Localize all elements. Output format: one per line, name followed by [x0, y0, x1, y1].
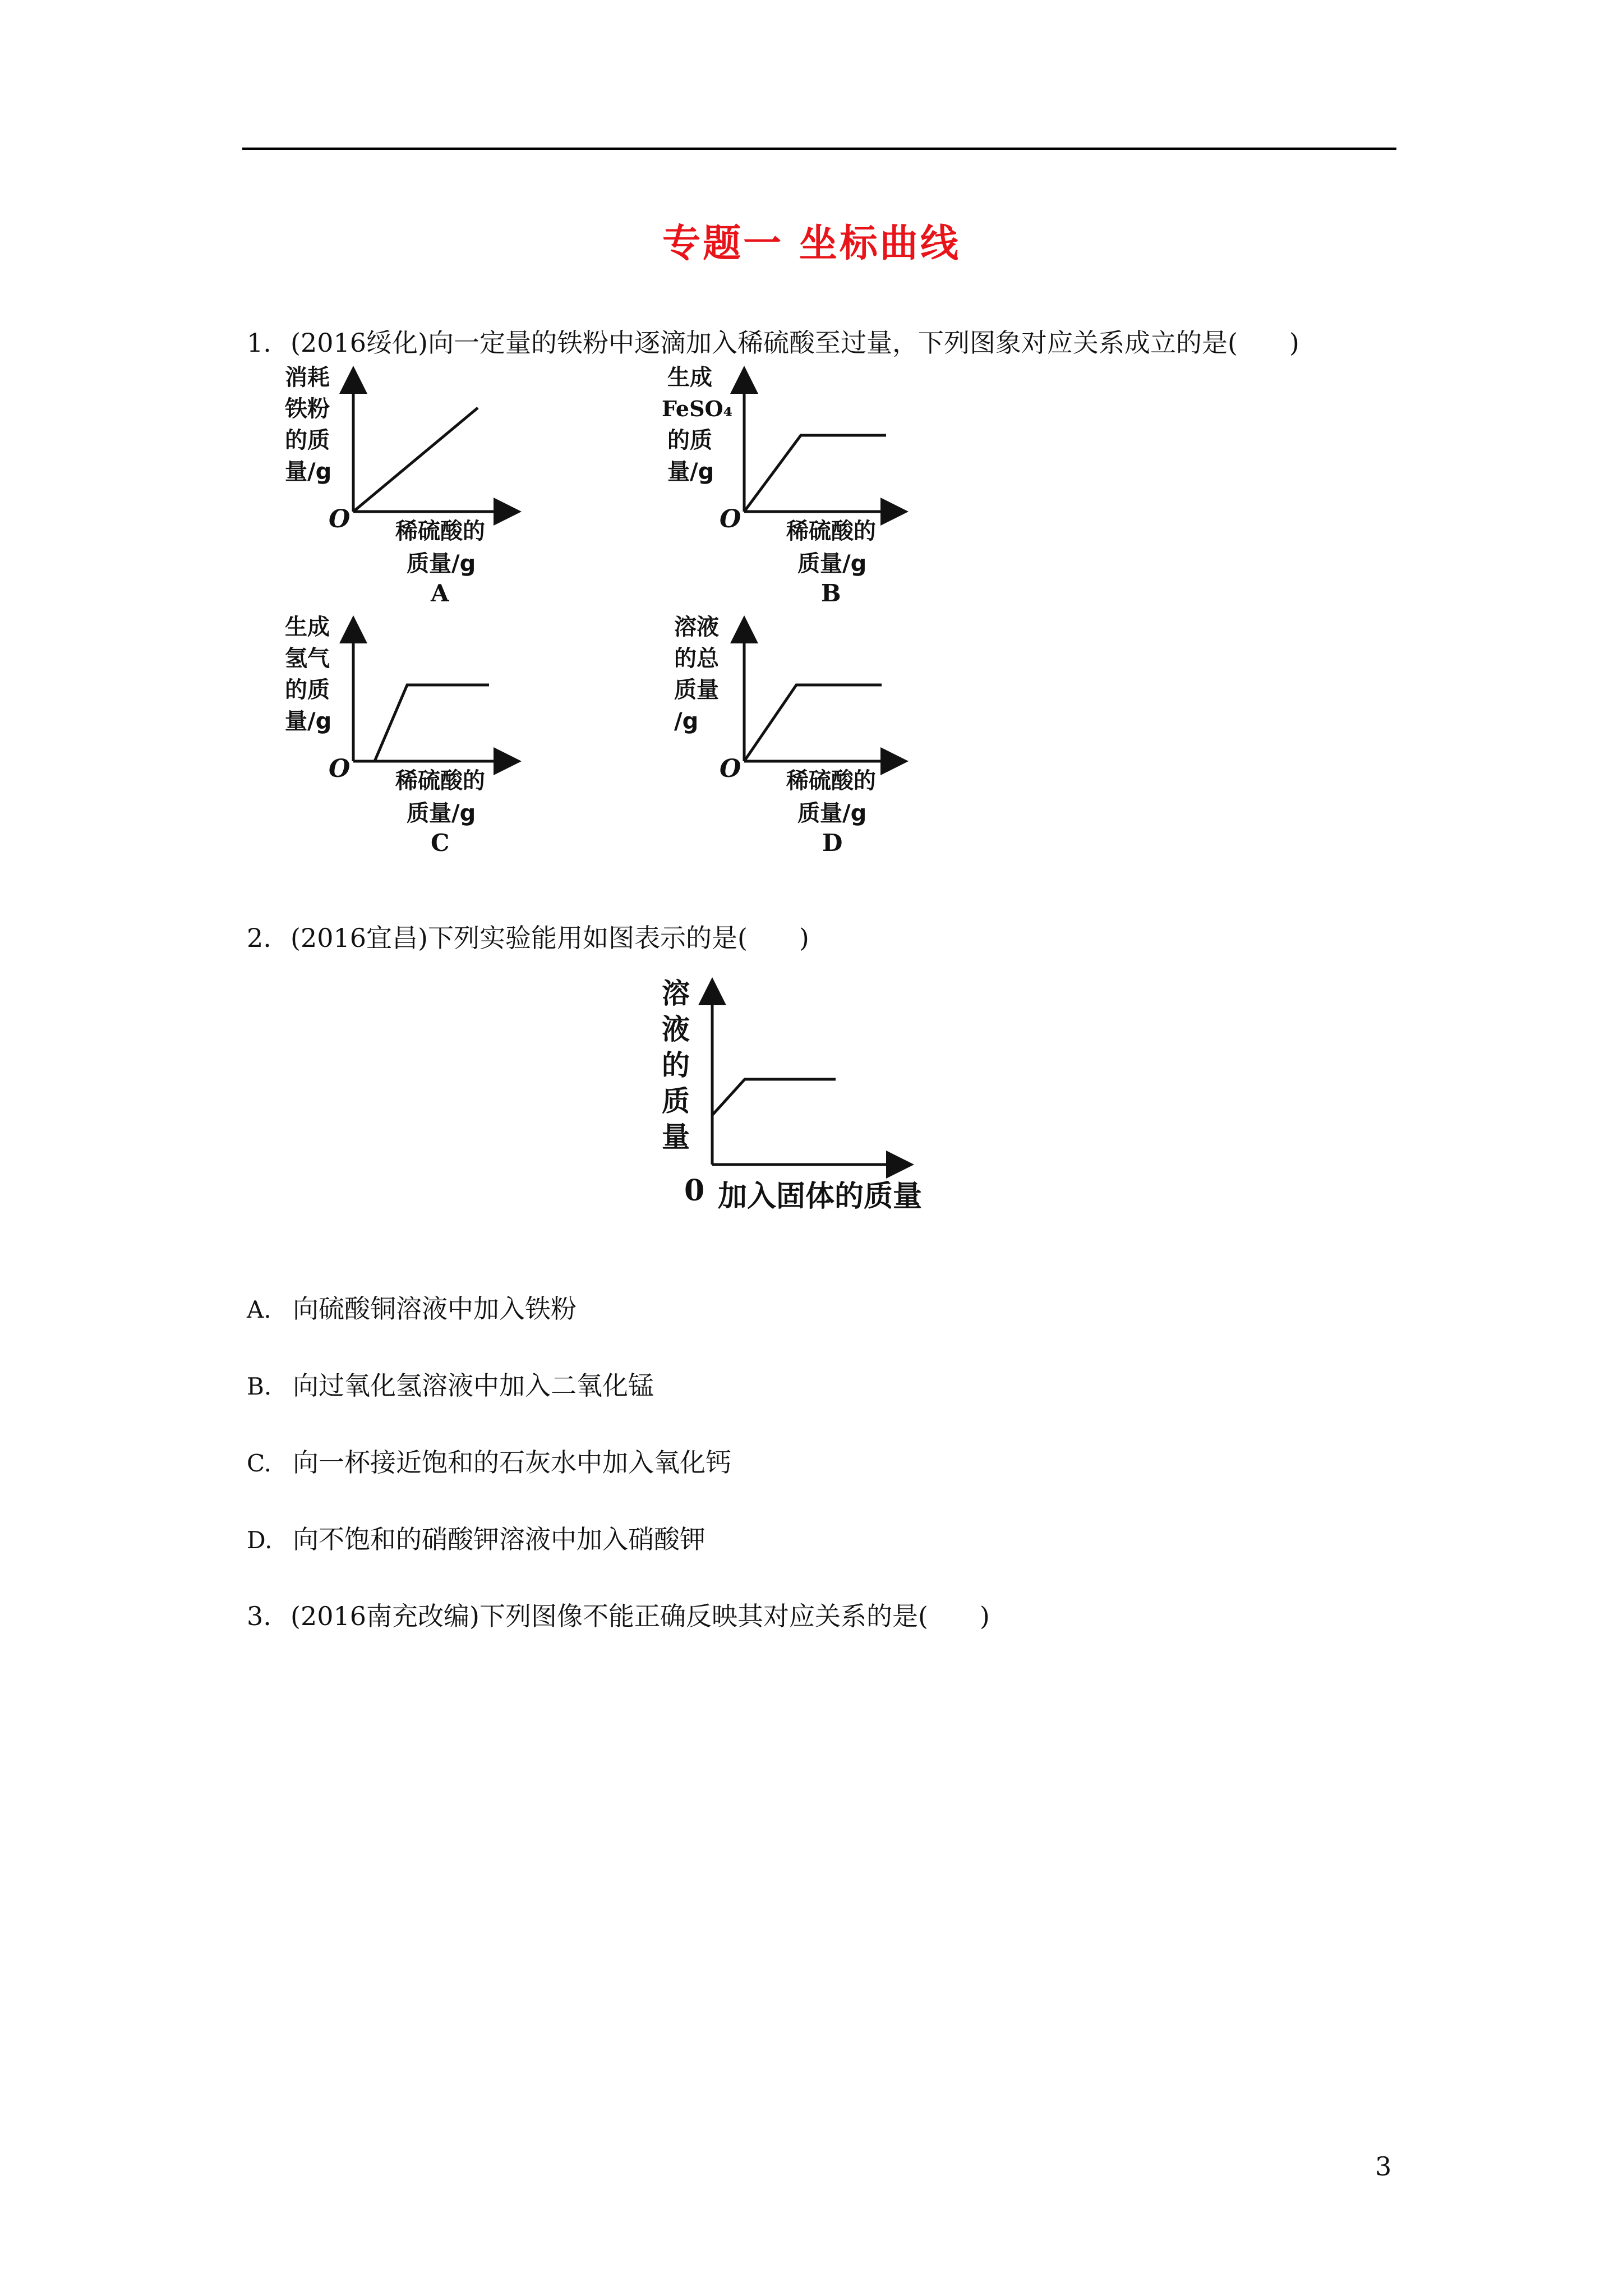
question-number: 3.	[247, 1601, 271, 1631]
x-label-line: 质量/g	[797, 800, 867, 826]
graph-c	[280, 609, 538, 855]
curve	[744, 435, 886, 512]
x-label-line: 质量/g	[797, 551, 867, 577]
page-number: 3	[1375, 2151, 1392, 2182]
graph-letter: B	[821, 579, 841, 607]
curve	[353, 408, 478, 512]
y-label-char: 量	[662, 1121, 690, 1153]
origin-label: O	[720, 505, 741, 533]
option-key: D.	[247, 1526, 273, 1554]
graph-letter: C	[431, 829, 450, 857]
y-label-char: 质	[662, 1085, 690, 1117]
y-label-char: 液	[662, 1013, 690, 1046]
question-number: 1.	[247, 328, 271, 358]
y-label-line: 消耗	[285, 365, 330, 390]
origin-label: O	[720, 754, 741, 783]
graph-b	[662, 359, 920, 606]
x-label-line: 稀硫酸的	[786, 768, 876, 794]
question-3	[247, 1596, 990, 1633]
y-label-line: 量/g	[667, 459, 714, 485]
y-label-line: 的质	[285, 677, 330, 703]
page-title: 专题一 坐标曲线	[662, 222, 961, 266]
question-number: 2.	[247, 923, 271, 953]
option-key: A.	[247, 1296, 271, 1323]
y-label-line: 氢气	[285, 646, 330, 671]
option-d	[247, 1519, 706, 1556]
y-label-line: 溶液	[674, 614, 719, 640]
option-key: C.	[247, 1450, 271, 1477]
x-axis-label: 加入固体的质量	[718, 1180, 923, 1213]
header-rule	[242, 148, 1396, 150]
curve	[375, 685, 489, 761]
y-label-line: 的总	[674, 646, 719, 671]
y-label-char: 溶	[662, 977, 690, 1010]
y-label-line: 量/g	[285, 708, 332, 734]
option-a	[247, 1289, 577, 1326]
y-label-line: 质量	[674, 677, 719, 703]
x-label-line: 稀硫酸的	[395, 768, 485, 794]
x-label-line: 质量/g	[407, 800, 476, 826]
x-label-line: 稀硫酸的	[786, 518, 876, 544]
question-text: (2016南充改编)下列图像不能正确反映其对应关系的是( )	[291, 1601, 990, 1631]
y-label-line: 铁粉	[285, 396, 330, 422]
option-b	[247, 1365, 654, 1402]
y-label-line: /g	[674, 708, 699, 734]
question-text: (2016绥化)向一定量的铁粉中逐滴加入稀硫酸至过量，下列图象对应关系成立的是( )	[291, 328, 1299, 358]
y-label-line: FeSO₄	[662, 396, 733, 421]
graph-letter: D	[822, 829, 843, 857]
option-key: B.	[247, 1373, 272, 1400]
graph-letter: A	[431, 579, 449, 607]
graph-q2	[662, 970, 998, 1228]
y-label-char: 的	[662, 1049, 690, 1082]
origin-label: O	[329, 754, 351, 783]
option-c	[247, 1442, 731, 1479]
y-label-line: 量/g	[285, 459, 332, 485]
y-label-line: 的质	[667, 427, 712, 453]
question-2	[247, 918, 809, 955]
option-text: 向过氧化氢溶液中加入二氧化锰	[293, 1370, 654, 1401]
y-label-line: 的质	[285, 427, 330, 453]
x-label-line: 质量/g	[407, 551, 476, 577]
y-label-line: 生成	[285, 614, 330, 640]
x-label-line: 稀硫酸的	[395, 518, 485, 544]
origin-label: O	[329, 505, 351, 533]
question-1	[247, 323, 1299, 360]
curve	[744, 685, 882, 761]
option-text: 向不饱和的硝酸钾溶液中加入硝酸钾	[293, 1524, 706, 1554]
graph-d	[662, 609, 920, 855]
y-label-line: 生成	[667, 365, 712, 390]
curve	[712, 1079, 836, 1115]
origin-label: 0	[684, 1174, 705, 1208]
graph-a	[280, 359, 538, 606]
option-text: 向硫酸铜溶液中加入铁粉	[293, 1294, 577, 1324]
question-text: (2016宜昌)下列实验能用如图表示的是( )	[291, 923, 809, 953]
option-text: 向一杯接近饱和的石灰水中加入氧化钙	[293, 1447, 731, 1478]
